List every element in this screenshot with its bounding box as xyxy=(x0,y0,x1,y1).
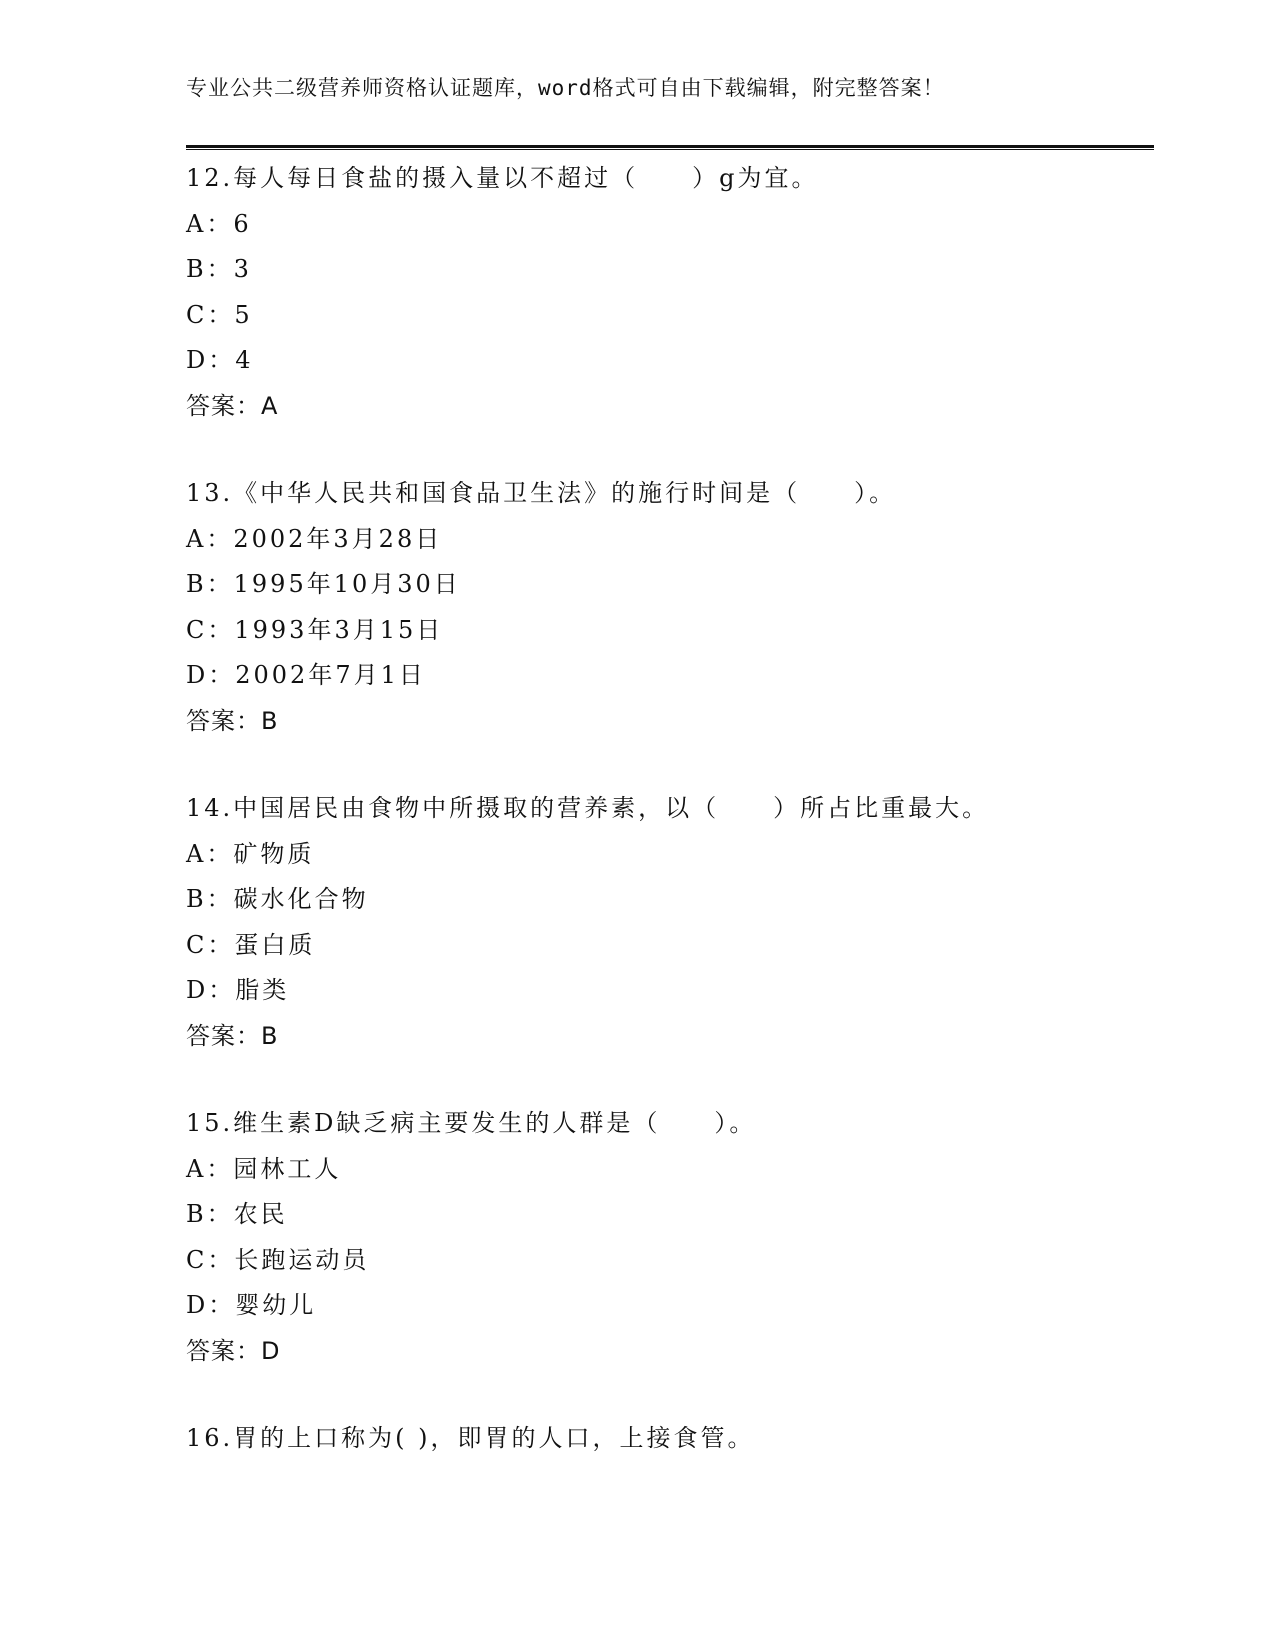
question-15 xyxy=(186,1101,1154,1374)
question-12 xyxy=(186,156,1154,429)
option-c: C：5 xyxy=(186,300,253,329)
option-d: D：4 xyxy=(186,346,254,374)
option-a: A：2002年3月28日 xyxy=(186,524,443,553)
question-13 xyxy=(186,471,1154,744)
option-d: D：婴幼儿 xyxy=(186,1291,317,1319)
option-b: B：农民 xyxy=(186,1200,288,1228)
question-stem: 15.维生素D缺乏病主要发生的人群是（ ）。 xyxy=(186,1109,757,1137)
answer-line: 答案：B xyxy=(186,1021,279,1050)
answer-line: 答案：B xyxy=(186,706,279,735)
option-d: D：脂类 xyxy=(186,976,290,1004)
question-16 xyxy=(186,1416,1154,1462)
question-stem: 12.每人每日食盐的摄入量以不超过（ ）g为宜。 xyxy=(186,164,819,192)
option-d: D：2002年7月1日 xyxy=(186,661,426,689)
option-b: B：碳水化合物 xyxy=(186,885,369,913)
answer-line: 答案：D xyxy=(186,1336,281,1365)
option-a: A：矿物质 xyxy=(186,839,315,868)
page-header: 专业公共二级营养师资格认证题库，word格式可自由下载编辑，附完整答案！ xyxy=(186,76,945,100)
option-c: C：1993年3月15日 xyxy=(186,615,444,644)
option-b: B：3 xyxy=(186,255,252,283)
header-rule xyxy=(186,145,1154,150)
question-14 xyxy=(186,786,1154,1059)
option-a: A：6 xyxy=(186,209,252,238)
option-c: C：蛋白质 xyxy=(186,930,316,959)
option-c: C：长跑运动员 xyxy=(186,1245,370,1274)
question-stem: 14.中国居民由食物中所摄取的营养素，以（ ）所占比重最大。 xyxy=(186,794,990,822)
question-list xyxy=(186,156,1154,1504)
option-b: B：1995年10月30日 xyxy=(186,570,461,598)
answer-line: 答案：A xyxy=(186,391,279,420)
option-a: A：园林工人 xyxy=(186,1154,342,1183)
question-stem: 16.胃的上口称为( )，即胃的人口，上接食管。 xyxy=(186,1424,755,1452)
question-stem: 13.《中华人民共和国食品卫生法》的施行时间是（ ）。 xyxy=(186,479,897,507)
